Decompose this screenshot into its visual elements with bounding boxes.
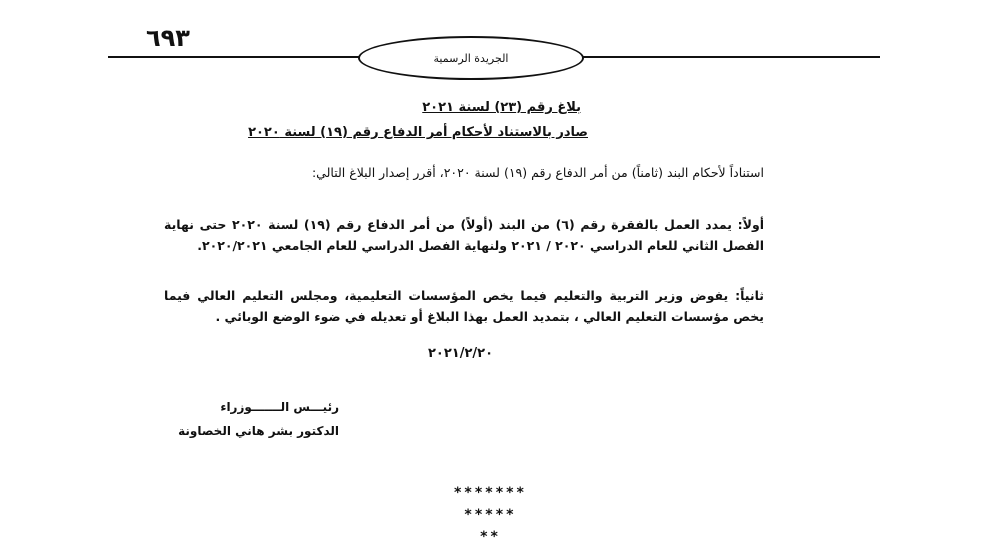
notice-subtitle: صادر بالاستناد لأحكام أمر الدفاع رقم (١٩) لسنة ٢٠٢٠ — [248, 125, 588, 140]
notice-title: بلاغ رقم (٢٣) لسنة ٢٠٢١ — [422, 100, 581, 115]
end-stars-line: ******* — [453, 485, 527, 501]
paragraph-second: ثانياً: يفوض وزير التربية والتعليم فيما يخص المؤسسات التعليمية، ومجلس التعليم العالي فيما يخص مؤسسات التعليم العالي ، بتمديد العمل بهذا البلاغ أو تعديله في ضوء الوضع الوبائي . — [164, 288, 764, 324]
signatory-role: رئيـــس الـــــــوزراء — [220, 400, 339, 414]
gazette-name: الجريدة الرسمية — [433, 51, 509, 65]
signatory-name: الدكتور بشر هاني الخصاونة — [178, 424, 339, 438]
end-stars-line: ** — [479, 529, 501, 545]
paragraph-first: أولاً: يمدد العمل بالفقرة رقم (٦) من البند (أولاً) من أمر الدفاع رقم (١٩) لسنة ٢٠٢٠ حتى نهاية الفصل الثاني للعام الدراسي ٢٠٢٠ / ٢٠٢١ ولنهاية الفصل الدراسي للعام الجامعي ٢٠٢٠/٢٠٢١. — [164, 217, 765, 253]
issue-date: ٢٠٢١/٢/٢٠ — [428, 346, 494, 361]
paragraph-preamble: استناداً لأحكام البند (ثامناً) من أمر الدفاع رقم (١٩) لسنة ٢٠٢٠، أقرر إصدار البلاغ التالي: — [311, 165, 764, 180]
end-stars-line: ***** — [463, 507, 517, 523]
gazette-name-oval — [358, 36, 584, 80]
page-number: ٦٩٣ — [146, 24, 190, 52]
